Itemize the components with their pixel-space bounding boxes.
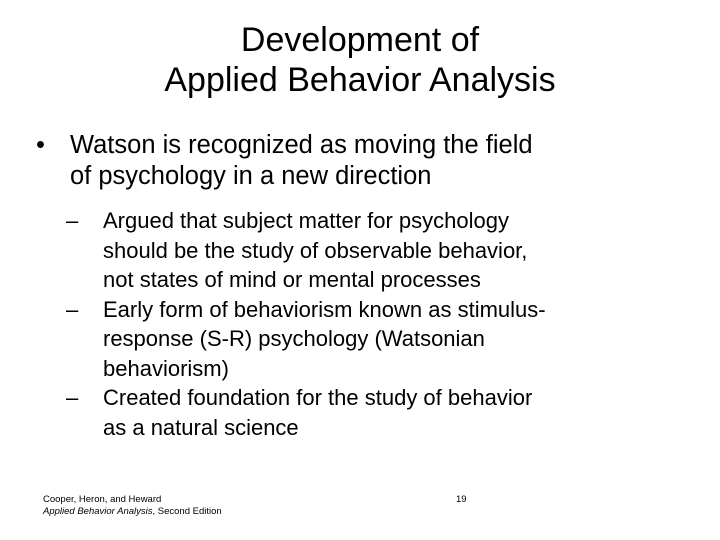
sub-bullet-line: behaviorism) <box>103 355 229 381</box>
slide-body <box>36 130 696 442</box>
title-line-2: Applied Behavior Analysis <box>164 61 556 99</box>
footer-authors: Cooper, Heron, and Heward <box>43 494 162 505</box>
dash-marker: – <box>66 208 79 233</box>
sub-bullet-line: as a natural science <box>103 414 299 440</box>
sub-bullet-subject-matter <box>59 206 696 295</box>
footer-edition: , Second Edition <box>152 506 222 517</box>
sub-bullet-line: Created foundation for the study of behavior <box>103 385 533 410</box>
footer-book-title: Applied Behavior Analysis <box>43 506 153 517</box>
sub-bullet-line: should be the study of observable behavior, <box>103 237 528 263</box>
sub-bullet-line: Early form of behaviorism known as stimulus- <box>103 296 546 322</box>
dash-marker: – <box>66 385 79 410</box>
page-number: 19 <box>456 494 467 505</box>
slide-title <box>0 20 720 100</box>
sub-bullet-line: Argued that subject matter for psychology <box>103 208 509 233</box>
main-bullet-line-2: of psychology in a new direction <box>70 162 432 190</box>
footer-citation <box>43 494 222 518</box>
bullet-marker: • <box>36 131 45 159</box>
sub-bullet-natural-science <box>59 383 696 442</box>
sub-bullet-line: not states of mind or mental processes <box>103 267 481 292</box>
dash-marker: – <box>66 296 79 322</box>
main-bullet <box>36 130 696 192</box>
main-bullet-line-1: Watson is recognized as moving the field <box>70 131 533 159</box>
title-line-1: Development of <box>240 21 480 59</box>
sub-bullet-list <box>36 206 696 442</box>
sub-bullet-line: response (S-R) psychology (Watsonian <box>103 326 485 351</box>
sub-bullet-stimulus-response <box>59 295 696 384</box>
